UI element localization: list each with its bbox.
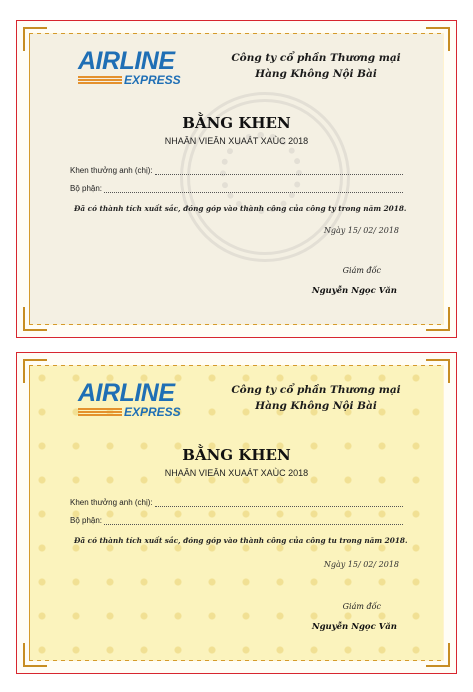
recipient-dotted-line bbox=[155, 166, 403, 175]
recipient-field bbox=[70, 498, 403, 507]
issue-date: Ngày 15/ 02/ 2018 bbox=[323, 226, 399, 235]
citation-text: Đã có thành tích xuất sắc, đóng góp vào thành công của công ty trong năm 2018. bbox=[74, 204, 407, 213]
department-dotted-line bbox=[104, 516, 403, 525]
company-line-2: Hàng Không Nội Bài bbox=[255, 68, 377, 80]
signer-role: Giám đốc bbox=[342, 266, 381, 275]
citation-text: Đã có thành tích xuất sắc, đóng góp vào thành công của công tu trong năm 2018. bbox=[74, 536, 408, 545]
department-field bbox=[70, 516, 403, 525]
recipient-dotted-line bbox=[155, 498, 403, 507]
certificate-title: BẰNG KHEN bbox=[182, 114, 291, 132]
certificate-title: BẰNG KHEN bbox=[182, 446, 291, 464]
certificate-yellow bbox=[16, 352, 457, 674]
company-name bbox=[231, 50, 401, 82]
department-field bbox=[70, 184, 403, 193]
department-label: Bộ phận: bbox=[70, 516, 103, 525]
department-dotted-line bbox=[104, 184, 403, 193]
certificate-paper bbox=[30, 34, 443, 324]
logo-text-top: AIRLINE bbox=[78, 379, 175, 407]
certificate-subtitle: NHAÂN VIEÂN XUAÁT XAÙC 2018 bbox=[164, 468, 309, 478]
logo-stripes bbox=[78, 76, 122, 84]
certificate-subtitle: NHAÂN VIEÂN XUAÁT XAÙC 2018 bbox=[164, 136, 309, 146]
recipient-label: Khen thưởng anh (chị): bbox=[70, 166, 153, 175]
logo-text-bottom: EXPRESS bbox=[124, 405, 181, 419]
airline-express-logo bbox=[78, 49, 181, 86]
company-line-2: Hàng Không Nội Bài bbox=[255, 400, 377, 412]
airline-express-logo bbox=[78, 381, 181, 418]
logo-stripes bbox=[78, 408, 122, 416]
issue-date: Ngày 15/ 02/ 2018 bbox=[323, 560, 399, 569]
recipient-field bbox=[70, 166, 403, 175]
logo-text-top: AIRLINE bbox=[78, 47, 175, 75]
certificate-beige bbox=[16, 20, 457, 338]
company-line-1: Công ty cổ phần Thương mại bbox=[231, 384, 401, 396]
signer-role: Giám đốc bbox=[342, 602, 381, 611]
signer-name: Nguyễn Ngọc Văn bbox=[311, 286, 397, 296]
company-line-1: Công ty cổ phần Thương mại bbox=[231, 52, 401, 64]
recipient-label: Khen thưởng anh (chị): bbox=[70, 498, 153, 507]
logo-text-bottom: EXPRESS bbox=[124, 73, 181, 87]
company-name bbox=[231, 382, 401, 414]
signer-name: Nguyễn Ngọc Văn bbox=[311, 622, 397, 632]
certificate-paper bbox=[30, 366, 443, 660]
department-label: Bộ phận: bbox=[70, 184, 103, 193]
